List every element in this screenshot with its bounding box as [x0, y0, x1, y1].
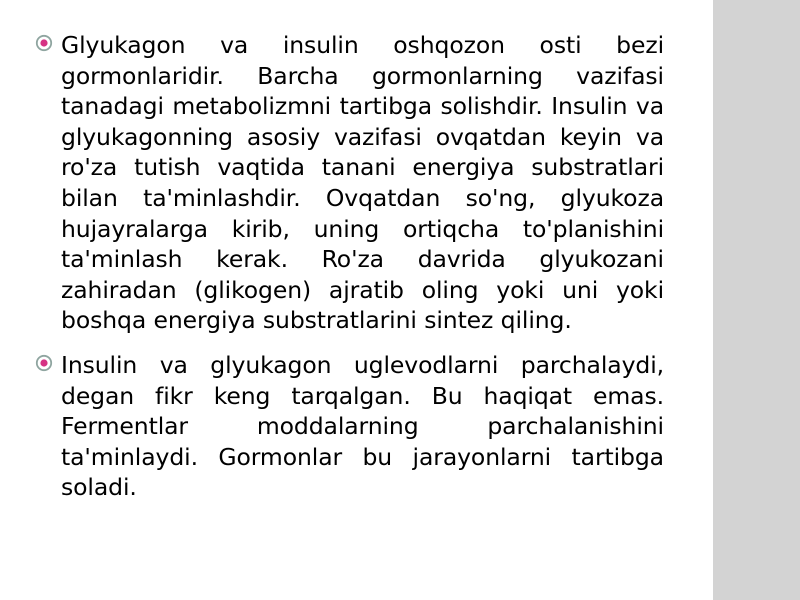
circle-bullet-icon — [35, 354, 53, 372]
bullet-text: Insulin va glyukagon uglevodlarni parchalaydi, degan fikr keng tarqalgan. Bu haqiqat emas. Fermentlar moddalarning parchalanishini ta'minlaydi. Gormonlar bu jarayonlarni tartibga soladi. — [61, 350, 664, 502]
bullet-text: Glyukagon va insulin oshqozon osti bezi gormonlaridir. Barcha gormonlarning vazifasi tanadagi metabolizmni tartibga solishdir. Insulin va glyukagonning asosiy vazifasi ovqatdan keyin va ro'za tutish vaqtida tanani energiya substratlari bilan ta'minlashdir. Ovqatdan so'ng, glyukoza hujayralarga kirib, uning ortiqcha to'planishini ta'minlash kerak. Ro'za davrida glyukozani zahiradan (glikogen) ajratib oling yoki uni yoki boshqa energiya substratlarini sintez qiling. — [61, 31, 664, 335]
side-panel — [713, 0, 800, 600]
circle-bullet-icon — [35, 34, 53, 52]
bullet-item — [34, 350, 664, 503]
slide-content — [34, 30, 664, 517]
bullet-item — [34, 30, 664, 336]
